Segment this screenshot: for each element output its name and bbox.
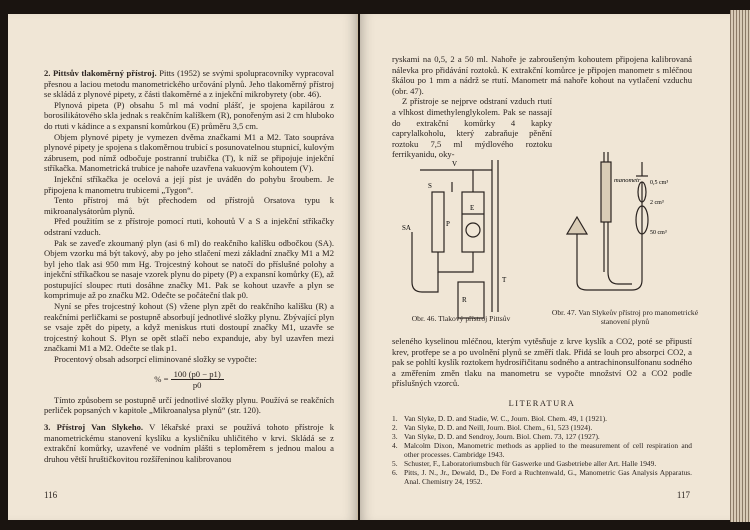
reference-text: Van Slyke, D. D. and Sendroy, Journ. Biol. Chem. 73, 127 (1927).: [404, 431, 600, 441]
formula-lhs: % =: [154, 373, 169, 384]
section-2: [44, 68, 334, 100]
reference-item: [392, 459, 692, 468]
fig46-label-v: V: [452, 160, 458, 168]
paragraph: Pitts (1952) se svými spolupracovníky vypracoval přesnou a laciou metodu manometrického určování plynů. Jeho tlakoměrný přístroj se skládá z plynové pipety, z části tlakoměrné a z injekční mikrobyrety (obr. 46).: [44, 68, 334, 100]
fig46-label-e: E: [470, 204, 475, 212]
paragraph: Injekční stříkačka je ocelová a její píst je uváděn do pohybu šroubem. Je připojena k manometru trubicemi „Tygon“.: [44, 173, 334, 195]
fig46-label-p: P: [446, 220, 450, 228]
reference-number: 1.: [392, 413, 398, 423]
figure-46-caption: Obr. 46. Tlakový přístroj Pittsův: [411, 314, 511, 323]
left-text-column: [44, 64, 334, 464]
section-3: [44, 422, 334, 464]
reference-number: 2.: [392, 422, 398, 432]
paragraph: seleného kyselinou mléčnou, kterým vytěsňuje z krve kyslík a CO2, poté se připustí krev, protřepe se a po uvolnění plynů se změří tlak. Přidá se louh pro absorpci CO2, a pak se pohltí kyslík roztokem hydrosiřičitanu sodného a antrachinonsulfonanu sodného a změřením změn tlaku na manometru se vypočte množství O2 a CO2 podle příslušných vzorců.: [392, 336, 693, 389]
fig46-label-r: R: [462, 296, 467, 304]
paragraph: V lékařské praxi se používá tohoto přístroje k manometrickému stanovení kyslíku a kysličníku uhličitého v krvi. Skládá se z extrakční komůrky, uzavřené ve vodním plášti s teploměrem s jednou malou a druhou větší hruštičkovitou rozšířeninou kalibrovanou: [44, 422, 334, 464]
section-3-title: 3. Přístroj Van Slykeho.: [44, 422, 144, 432]
fig47-label-manometer: manometr: [614, 177, 641, 184]
formula-numerator: 100 (p0 − p1): [171, 369, 224, 381]
reference-text: Schuster, F., Laboratoriumsbuch für Gaswerke und Gasbetriebe aller Art. Halle 1949.: [404, 458, 657, 468]
reference-number: 3.: [392, 431, 398, 441]
fig47-label-volume-2: 2 cm³: [650, 200, 664, 206]
paragraph: Tímto způsobem se postupně určí jednotlivé složky plynu. Používá se reakčních perliček popsaných v kapitole „Mikroanalysa plynů“ (str. 120).: [44, 394, 334, 416]
reference-text: Van Slyke, D. D. and Neill, Journ. Biol. Chem., 61, 523 (1924).: [404, 422, 593, 432]
fig46-label-sa: SA: [402, 224, 411, 232]
paragraph: Nyní se přes trojcestný kohout (S) vžene plyn zpět do reakčního kalíšku (R) a reakčními perličkami se postupně absorbují jednotlivé složky plynu. Zbývající plyn se vsaje zpět do pipety, a když meniskus rtuti dostoupí značky M1, uzavře se trojcestný kohout S. Plyn se opět stlačí nebo expanduje, aby byl uzavřen mezi značkami M1 a M2. Odečte se tlak p1.: [44, 301, 334, 354]
right-page: [360, 14, 730, 520]
figure-47-caption: Obr. 47. Van Slykeův přístroj pro manometrické stanovení plynů: [551, 308, 699, 326]
paragraph: Objem plynové pipety je vymezen dvěma značkami M1 a M2. Tato soupráva plynové pipety je spojena s tlakoměrnou trubicí s posunovatelnou stupnicí, kulovým zábrusem, pod nímž odbočuje postranní trubička (T), k níž se připojuje injekční stříkačka. Manometrická trubice je nahoře uzavřena vakuovým kohoutem (V).: [44, 131, 334, 174]
left-page: [8, 14, 358, 520]
paragraph: Z přístroje se nejprve odstraní vzduch rtutí a vlhkost dimethylenglykolem. Pak se nassají do extrakční komůrky 4 kapky caprylalkoholu, který zabraňuje pěnění roztoku 7,5 ml mýdlového roztoku ferrikyanidu, oky-: [392, 96, 552, 160]
paragraph: ryskami na 0,5, 2 a 50 ml. Nahoře je zabroušeným kohoutem připojena kalibrovaná nálevka pro přidávání roztoků. K extrakční komůrce je připojen manometr s mléčnou škálou po 1 mm a nádrž se rtutí. Manometr má nahoře kohout na vytlačení vzduchu (obr. 47).: [392, 54, 692, 96]
right-text-column-bottom: [392, 336, 692, 486]
reference-item: [392, 414, 692, 423]
paragraph: Před použitím se z přístroje pomocí rtuti, kohoutů V a S a injekční stříkačky odstraní vzduch.: [44, 216, 334, 237]
section-2-title: 2. Pittsův tlakoměrný přístroj.: [44, 68, 157, 78]
reference-number: 6.: [392, 467, 398, 477]
percent-formula: [44, 369, 334, 391]
figure-46-drawing: [412, 160, 498, 318]
reference-number: 4.: [392, 440, 398, 450]
page-number-left: 116: [44, 490, 58, 500]
paragraph: Pak se zaveďe zkoumaný plyn (asi 6 ml) do reakčního kalíšku odbočkou (SA). Objem vzorku má být takový, aby po jeho stlačení mezi základní značky M1 a M2 byl jeho tlak asi 950 mm Hg. Trojcestný kohout se natočí do příslušné polohy a injekční stříkačkou se nasaje vzorek plynu do pipety (P) a expansní komůrky (E), až postupující sloupec rtuti dosáhne značky M1. Pak se kohout uzavře a plyn se komprimuje až po značku M2. Odečte se počáteční tlak p0.: [44, 237, 334, 301]
reference-item: [392, 432, 692, 441]
formula-denominator: p0: [192, 380, 202, 391]
paragraph: Plynová pipeta (P) obsahu 5 ml má vodní plášť, je spojena kapilárou z borosilikátového skla jednak s reakčním kalíškem (R), ponořeným asi 2 cm hluboko do rtuti v kádince a s expansní komůrkou (E) průměru 3,5 cm.: [44, 99, 334, 131]
formula-fraction: [171, 369, 224, 391]
fig47-label-volume-3: 50 cm³: [650, 230, 667, 236]
figures-46-47: [392, 142, 712, 332]
reference-text: Van Slyke, D. D. and Stadie, W. C., Journ. Biol. Chem. 49, 1 (1921).: [404, 413, 608, 423]
literature-heading: LITERATURA: [508, 398, 576, 408]
figure-47-drawing: [567, 152, 648, 290]
reference-item: [392, 423, 692, 432]
reference-item: [392, 468, 692, 486]
page-number-right: 117: [676, 490, 690, 500]
page-stack-edge: [730, 10, 750, 522]
fig46-label-t: T: [502, 276, 507, 284]
reference-item: [392, 441, 692, 459]
reference-text: Pitts, J. N., Jr., Dewald, D., De Ford a Ruchtenwald, G., Manometric Gas Analysis Apparatus. Anal. Chemistry 24, 1952.: [404, 467, 692, 486]
reference-text: Malcolm Dixon, Manometric methods as applied to the measurement of cell respiration and other processes. Cambridge 1943.: [404, 440, 692, 459]
fig46-label-s: S: [428, 182, 432, 190]
paragraph: Procentový obsah adsorpcí eliminované složky se vypočte:: [54, 354, 257, 365]
reference-number: 5.: [392, 458, 398, 468]
paragraph: Tento přístroj má být přechodem od přístrojů Orsatova typu k mikroanalysátorům plynů.: [44, 195, 334, 216]
fig47-label-volume-1: 0,5 cm³: [650, 180, 669, 186]
